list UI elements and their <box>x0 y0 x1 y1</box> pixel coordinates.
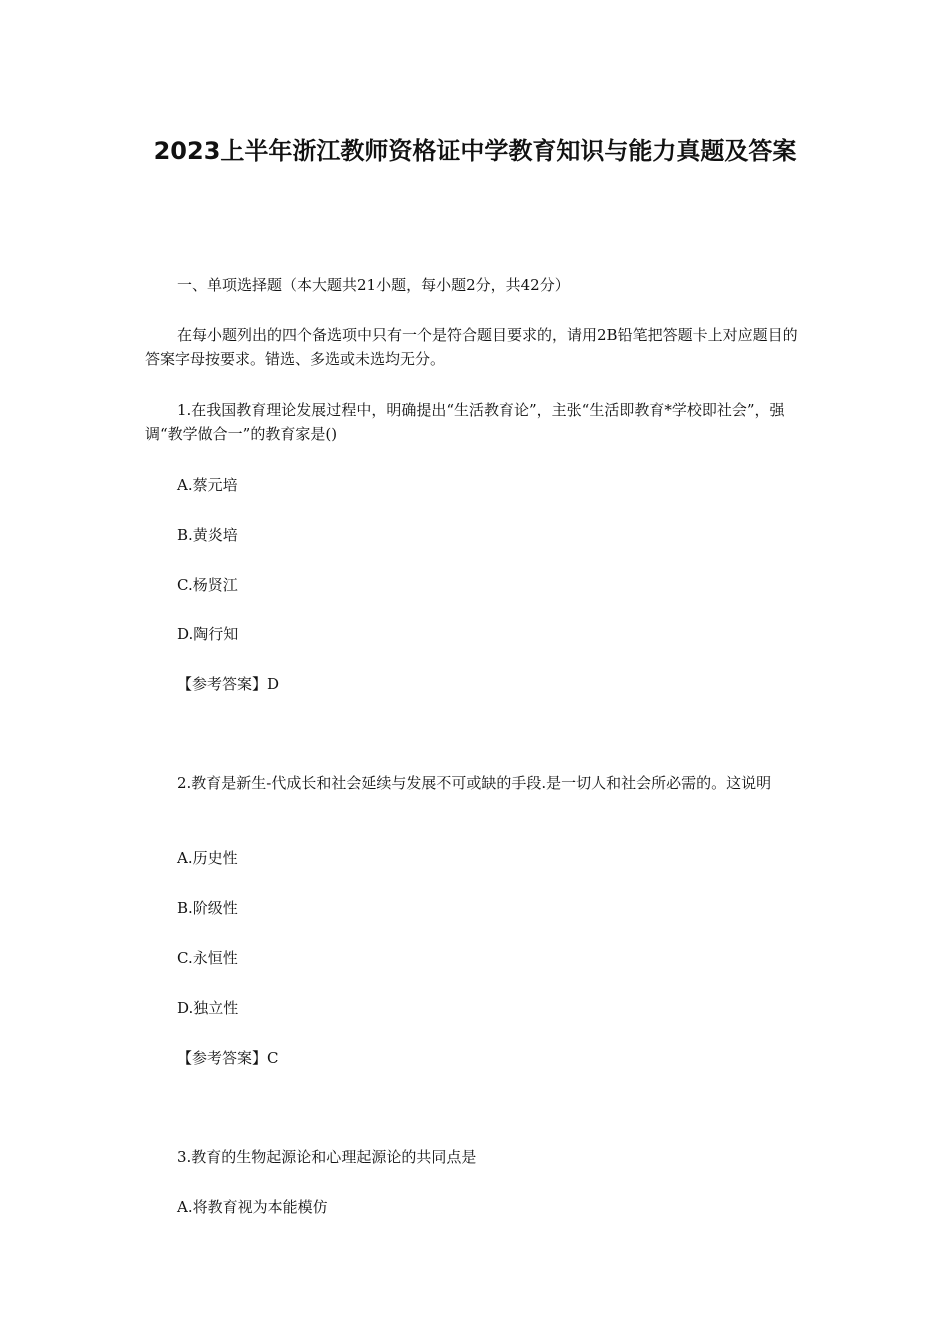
document-title: 2023上半年浙江教师资格证中学教育知识与能力真题及答案 <box>153 137 797 165</box>
question-2-option-d: D.独立性 <box>177 999 239 1017</box>
question-2-option-b: B.阶级性 <box>177 899 238 917</box>
question-1-option-c: C.杨贤江 <box>177 576 238 594</box>
question-2-option-a: A.历史性 <box>177 849 238 867</box>
question-1-option-b: B.黄炎培 <box>177 526 238 544</box>
section-heading: 一、单项选择题（本大题共21小题，每小题2分，共42分） <box>177 276 570 294</box>
instructions-paragraph: 在每小题列出的四个备选项中只有一个是符合题目要求的，请用2B铅笔把答题卡上对应题目的答案字母按要求。错选、多选或未选均无分。 <box>145 326 798 368</box>
question-3-option-a: A.将教育视为本能模仿 <box>177 1198 328 1216</box>
question-1-answer: 【参考答案】D <box>177 675 280 693</box>
question-2-option-c: C.永恒性 <box>177 949 238 967</box>
question-3-stem: 3.教育的生物起源论和心理起源论的共同点是 <box>177 1148 477 1166</box>
question-1-stem: 1.在我国教育理论发展过程中，明确提出“生活教育论”，主张“生活即教育*学校即社会”，强调“教学做合一”的教育家是() <box>145 401 785 443</box>
question-2-answer: 【参考答案】C <box>177 1049 279 1067</box>
question-2-stem: 2.教育是新生-代成长和社会延续与发展不可或缺的手段.是一切人和社会所必需的。这说明 <box>177 774 772 792</box>
question-1-option-d: D.陶行知 <box>177 625 239 643</box>
question-1-option-a: A.蔡元培 <box>177 476 238 494</box>
